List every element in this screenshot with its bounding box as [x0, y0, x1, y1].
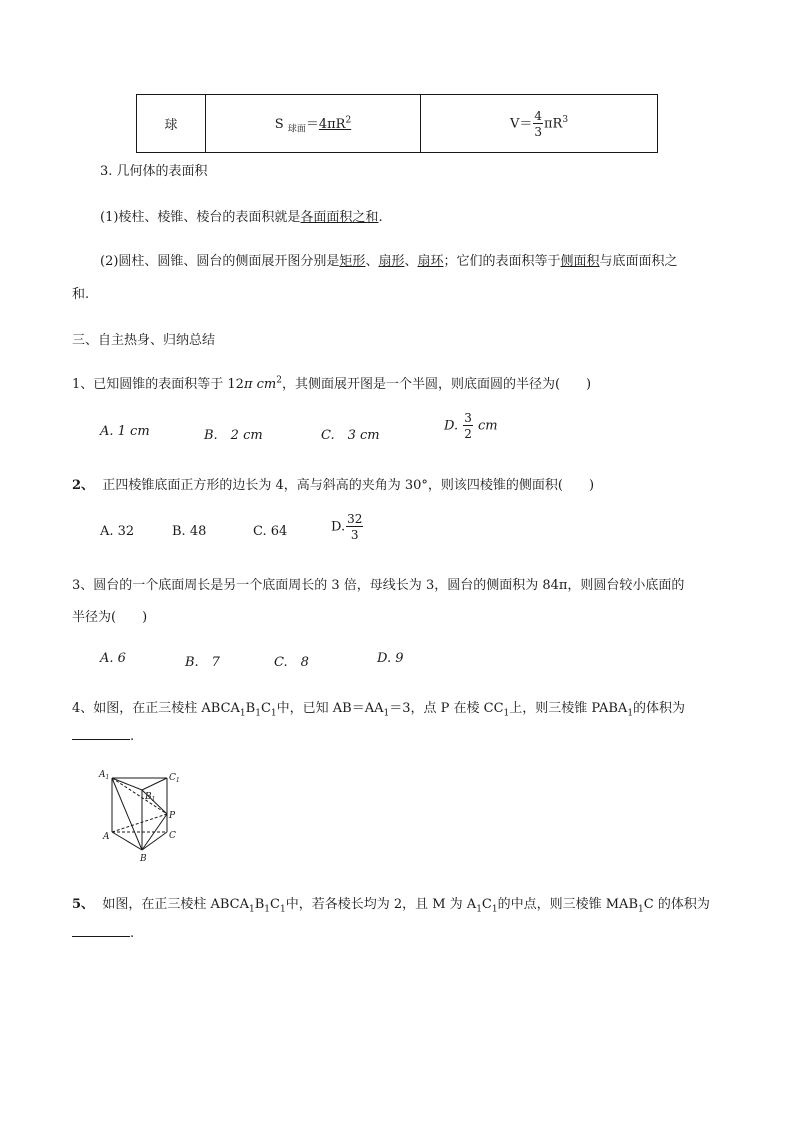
q1-option-d: D. $\frac{3}{2}$ cm	[444, 411, 498, 441]
label-p: P	[169, 811, 176, 821]
question-3-line-1: 3、圆台的一个底面周长是另一个底面周长的 3 倍，母线长为 3，圆台的侧面积为 84π，则圆台较小底面的	[72, 578, 685, 593]
question-2: 2、 正四棱锥底面正方形的边长为 4，高与斜高的夹角为 30°，则该四棱锥的侧面积( )	[72, 478, 595, 493]
prism-figure	[96, 766, 188, 866]
formula-table	[136, 94, 658, 153]
paragraph-2-end: 和.	[72, 287, 90, 302]
q1-option-b: B. 2 cm	[204, 428, 263, 443]
question-1: 1、已知圆锥的表面积等于 12π $cm^2$，其侧面展开图是一个半圆，则底面圆的半径为( )	[72, 375, 592, 392]
q2-option-c: C. 64	[253, 524, 288, 539]
label-c: C	[169, 831, 176, 841]
q3-option-d: D. 9	[377, 651, 404, 666]
question-3-line-2: 半径为( )	[72, 610, 148, 625]
section-title: 3. 几何体的表面积	[100, 164, 208, 179]
q3-option-b: B. 7	[185, 655, 220, 670]
label-b: B	[140, 854, 147, 864]
paragraph-2: (2)圆柱、圆锥、圆台的侧面展开图分别是矩形、扇形、扇环；它们的表面积等于侧面积与底面面积之	[100, 254, 678, 269]
q5-answer-blank: .	[72, 926, 134, 941]
label-a: A	[103, 832, 110, 842]
label-b1: $B_1$	[145, 792, 156, 803]
question-5: 5、 如图，在正三棱柱 $ABCA_1B_1C_1$中，若各棱长均为 2，且 M 为 $A_1C_1$的中点，则三棱锥 $MAB_1C$ 的体积为	[72, 897, 710, 915]
table-cell-volume: V＝ $\frac{4}{3}$ $\pi R^3$	[421, 95, 658, 153]
table-cell-name: 球	[137, 95, 206, 153]
q1-option-c: C. 3 cm	[321, 428, 380, 443]
q2-option-d: D. $\frac{32}{3}$	[331, 512, 363, 542]
paragraph-1: (1)棱柱、棱锥、棱台的表面积就是各面面积之和.	[100, 210, 383, 225]
q2-option-a: A. 32	[100, 524, 135, 539]
table-cell-area: S $_{球面}=4\pi R^2$	[206, 95, 421, 153]
q2-option-b: B. 48	[172, 524, 207, 539]
q3-option-c: C. 8	[274, 655, 309, 670]
q1-option-a: A. 1 cm	[100, 424, 150, 439]
label-a1: $A_1$	[99, 770, 110, 781]
label-c1: $C_1$	[169, 773, 180, 784]
section-heading: 三、自主热身、归纳总结	[72, 333, 216, 348]
q4-answer-blank: .	[72, 729, 134, 744]
question-4: 4、如图，在正三棱柱 $ABCA_1B_1C_1$中，已知 $AB=AA_1=3$，点 P 在棱 $CC_1$上，则三棱锥 $PABA_1$的体积为	[72, 701, 686, 719]
q3-option-a: A. 6	[100, 651, 126, 666]
